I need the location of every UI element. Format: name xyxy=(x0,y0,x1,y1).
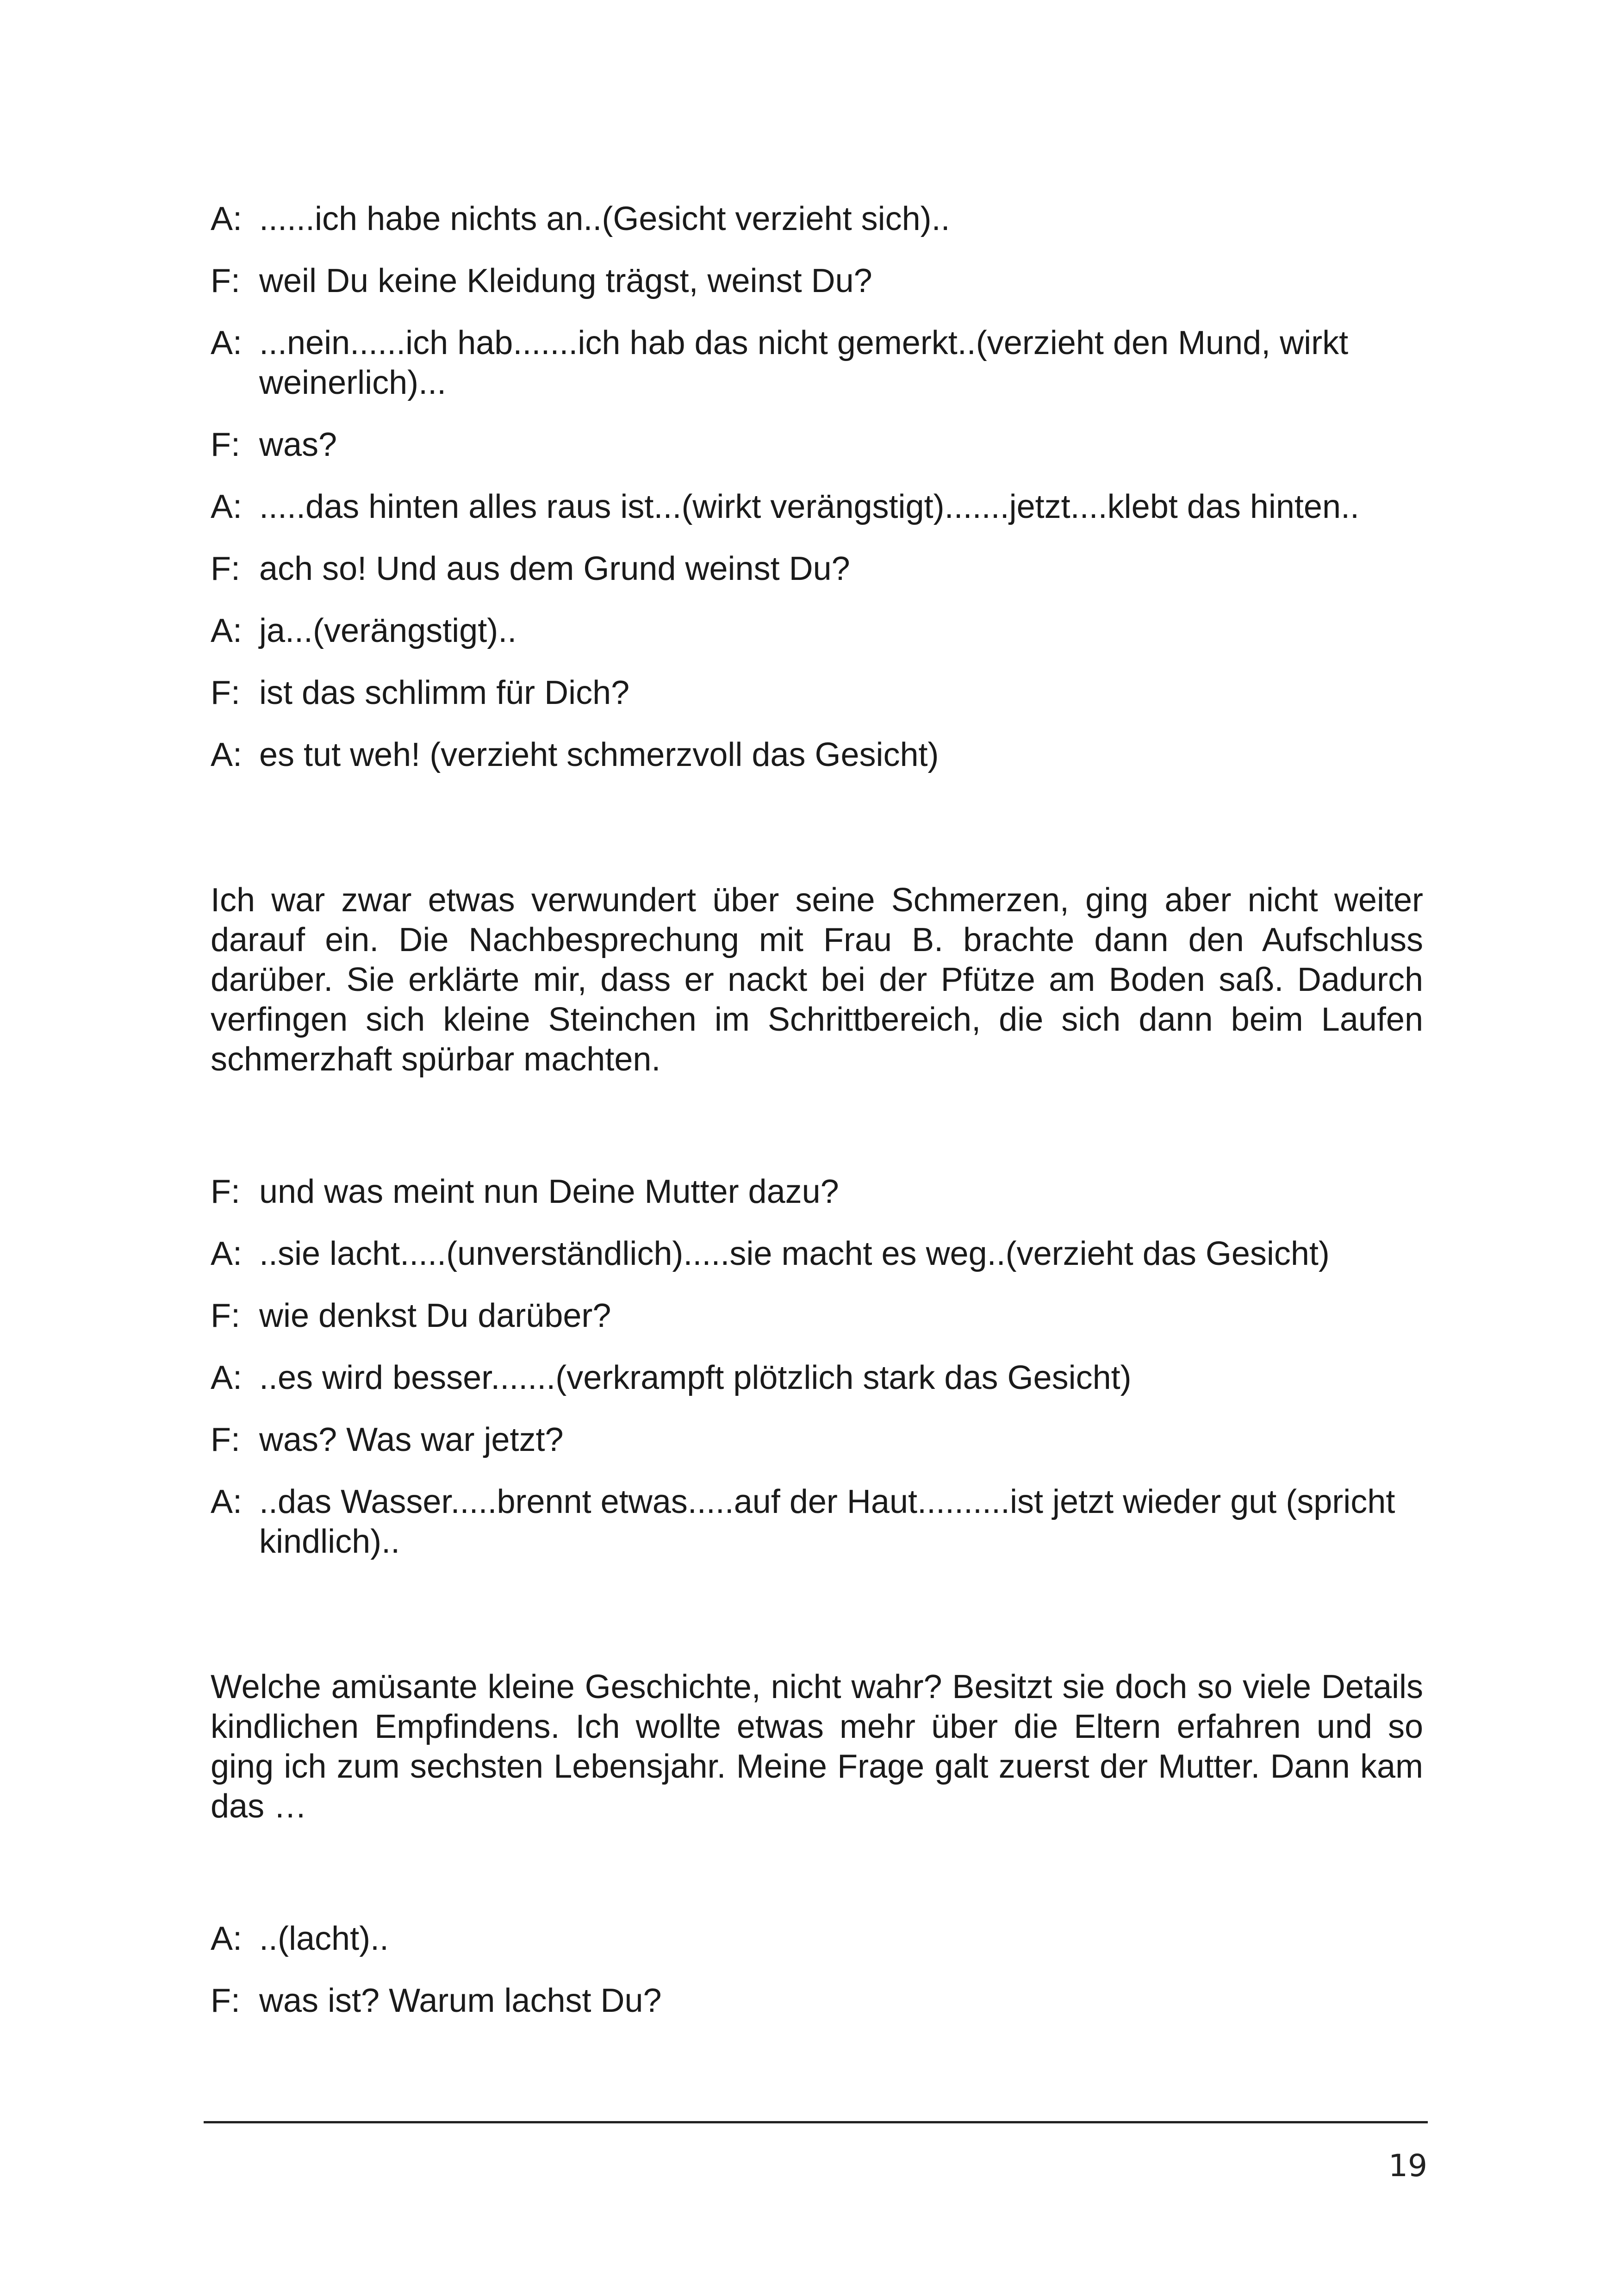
dialog-line xyxy=(211,1234,1423,1274)
dialog-block-3 xyxy=(211,1919,1423,2021)
footer-divider xyxy=(204,2121,1428,2123)
speaker-label: A: xyxy=(211,736,243,773)
dialog-text: ..das Wasser.....brennt etwas.....auf der Haut..........ist jetzt wieder gut (spricht kindlich).. xyxy=(259,1483,1395,1560)
dialog-block-1 xyxy=(211,199,1423,775)
dialog-line xyxy=(211,199,1423,239)
speaker-label: A: xyxy=(211,1920,243,1957)
dialog-text: ja...(verängstigt).. xyxy=(259,612,517,649)
dialog-text: wie denkst Du darüber? xyxy=(259,1297,611,1334)
dialog-text: was ist? Warum lachst Du? xyxy=(259,1982,662,2019)
dialog-text: ..sie lacht.....(unverständlich).....sie macht es weg..(verzieht das Gesicht) xyxy=(259,1235,1330,1272)
speaker-label: A: xyxy=(211,1235,243,1272)
speaker-label: A: xyxy=(211,200,243,237)
speaker-label: F: xyxy=(211,262,240,299)
dialog-text: ..(lacht).. xyxy=(259,1920,389,1957)
dialog-text: ..es wird besser.......(verkrampft plötzlich stark das Gesicht) xyxy=(259,1359,1132,1396)
speaker-label: F: xyxy=(211,550,240,587)
spacer xyxy=(211,1584,1423,1667)
dialog-text: ach so! Und aus dem Grund weinst Du? xyxy=(259,550,850,587)
dialog-text: und was meint nun Deine Mutter dazu? xyxy=(259,1173,839,1210)
dialog-line xyxy=(211,1981,1423,2021)
narrative-paragraph: Welche amüsante kleine Geschichte, nicht wahr? Besitzt sie doch so viele Details kindlichen Empfindens. Ich wollte etwas mehr über die Eltern erfahren und so ging ich zum sechsten Lebensjahr. Meine Frage galt zuerst der Mutter. Dann kam das … xyxy=(211,1668,1423,1825)
speaker-label: A: xyxy=(211,1483,243,1520)
speaker-label: A: xyxy=(211,1359,243,1396)
dialog-line xyxy=(211,1919,1423,1959)
dialog-line xyxy=(211,261,1423,301)
speaker-label: A: xyxy=(211,324,243,361)
dialog-line xyxy=(211,487,1423,527)
dialog-block-2 xyxy=(211,1172,1423,1562)
speaker-label: F: xyxy=(211,1297,240,1334)
spacer xyxy=(211,1079,1423,1172)
dialog-line xyxy=(211,323,1423,403)
dialog-text: ...nein......ich hab.......ich hab das nicht gemerkt..(verzieht den Mund, wirkt weinerlich)... xyxy=(259,324,1349,401)
dialog-line xyxy=(211,1482,1423,1562)
dialog-line xyxy=(211,735,1423,775)
dialog-text: was? xyxy=(259,426,337,463)
dialog-line xyxy=(211,673,1423,713)
dialog-line xyxy=(211,1296,1423,1336)
speaker-label: F: xyxy=(211,674,240,711)
speaker-label: F: xyxy=(211,1421,240,1458)
speaker-label: F: xyxy=(211,1173,240,1210)
spacer xyxy=(211,797,1423,880)
speaker-label: A: xyxy=(211,612,243,649)
dialog-line xyxy=(211,1172,1423,1212)
dialog-text: was? Was war jetzt? xyxy=(259,1421,564,1458)
speaker-label: A: xyxy=(211,488,243,525)
dialog-line xyxy=(211,425,1423,465)
narrative-paragraph: Ich war zwar etwas verwundert über seine Schmerzen, ging aber nicht weiter darauf ein. Die Nachbesprechung mit Frau B. brachte dann den Aufschluss darüber. Sie erklärte mir, dass er nackt bei der Pfütze am Boden saß. Dadurch verfingen sich kleine Steinchen im Schrittbereich, die sich dann beim Laufen schmerzhaft spürbar machten. xyxy=(211,882,1423,1078)
dialog-text: .....das hinten alles raus ist...(wirkt verängstigt).......jetzt....klebt das hinten.. xyxy=(259,488,1360,525)
dialog-text: weil Du keine Kleidung trägst, weinst Du? xyxy=(259,262,872,299)
page-content xyxy=(211,199,1423,2043)
dialog-line xyxy=(211,611,1423,651)
dialog-text: ist das schlimm für Dich? xyxy=(259,674,630,711)
speaker-label: F: xyxy=(211,426,240,463)
dialog-line xyxy=(211,1358,1423,1398)
page-number: 19 xyxy=(1388,2148,1427,2184)
dialog-line xyxy=(211,549,1423,589)
dialog-text: ......ich habe nichts an..(Gesicht verzieht sich).. xyxy=(259,200,950,237)
dialog-text: es tut weh! (verzieht schmerzvoll das Gesicht) xyxy=(259,736,939,773)
spacer xyxy=(211,1826,1423,1919)
speaker-label: F: xyxy=(211,1982,240,2019)
dialog-line xyxy=(211,1420,1423,1460)
